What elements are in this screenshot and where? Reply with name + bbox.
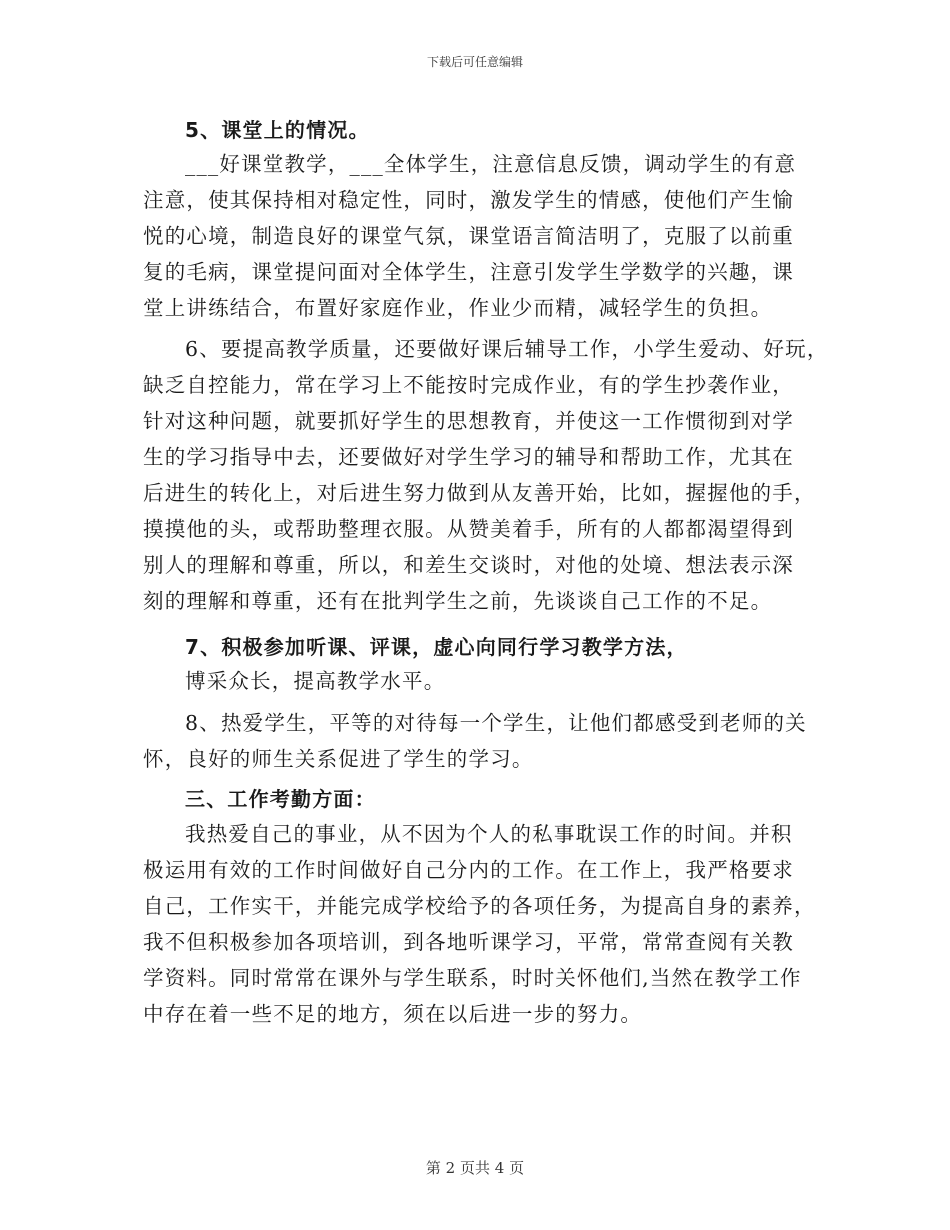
paragraph-line: 针对这种问题，就要抓好学生的思想教育，并使这一工作惯彻到对学 [143,409,794,433]
section-heading-5: 5、课堂上的情况。 [185,118,370,142]
paragraph-line: 自己，工作实干，并能完成学校给予的各项任务，为提高自身的素养， [143,894,816,918]
paragraph-line: 后进生的转化上，对后进生努力做到从友善开始，比如，握握他的手， [143,481,816,505]
paragraph-line: 悦的心境，制造良好的课堂气氛，课堂语言简洁明了，克服了以前重 [143,224,794,248]
paragraph-line: ___好课堂教学，___全体学生，注意信息反馈，调动学生的有意 [185,152,797,176]
paragraph-line: 我热爱自己的事业，从不因为个人的私事耽误工作的时间。并积 [185,822,793,846]
paragraph-line: 堂上讲练结合，布置好家庭作业，作业少而精，减轻学生的负担。 [143,296,773,320]
paragraph-line: 摸摸他的头，或帮助整理衣服。从赞美着手，所有的人都都渴望得到 [143,517,794,541]
paragraph-line: 我不但积极参加各项培训，到各地听课学习，平常，常常查阅有关教 [143,930,794,954]
paragraph-line: 复的毛病，课堂提问面对全体学生，注意引发学生学数学的兴趣，课 [143,260,794,284]
paragraph-line: 怀，良好的师生关系促进了学生的学习。 [143,747,534,771]
page-number-footer: 第 2 页共 4 页 [425,1159,525,1177]
section-heading-7: 7、积极参加听课、评课，虚心向同行学习教学方法， [185,635,688,659]
paragraph-line: 中存在着一些不足的地方，须在以后进一步的努力。 [143,1002,643,1026]
paragraph-line: 极运用有效的工作时间做好自己分内的工作。在工作上，我严格要求 [143,858,794,882]
paragraph-line: 别人的理解和尊重，所以，和差生交谈时，对他的处境、想法表示深 [143,553,794,577]
page-header-note: 下载后可任意编辑 [426,55,523,69]
paragraph-line: 注意，使其保持相对稳定性，同时，激发学生的情感，使他们产生愉 [143,188,794,212]
paragraph-line: 缺乏自控能力，常在学习上不能按时完成作业，有的学生抄袭作业， [143,373,794,397]
section-heading-3: 三、工作考勤方面： [185,787,376,811]
paragraph-line: 学资料。同时常常在课外与学生联系，时时关怀他们,当然在教学工作 [143,966,802,990]
paragraph-line: 生的学习指导中去，还要做好对学生学习的辅导和帮助工作，尤其在 [143,445,794,469]
paragraph-line: 刻的理解和尊重，还有在批判学生之前，先谈谈自己工作的不足。 [143,589,773,613]
paragraph-line: 博采众长，提高教学水平。 [185,669,446,693]
paragraph-line: 8、热爱学生，平等的对待每一个学生，让他们都感受到老师的关 [185,711,807,735]
paragraph-line: 6、要提高教学质量，还要做好课后辅导工作，小学生爱动、好玩， [185,337,829,361]
